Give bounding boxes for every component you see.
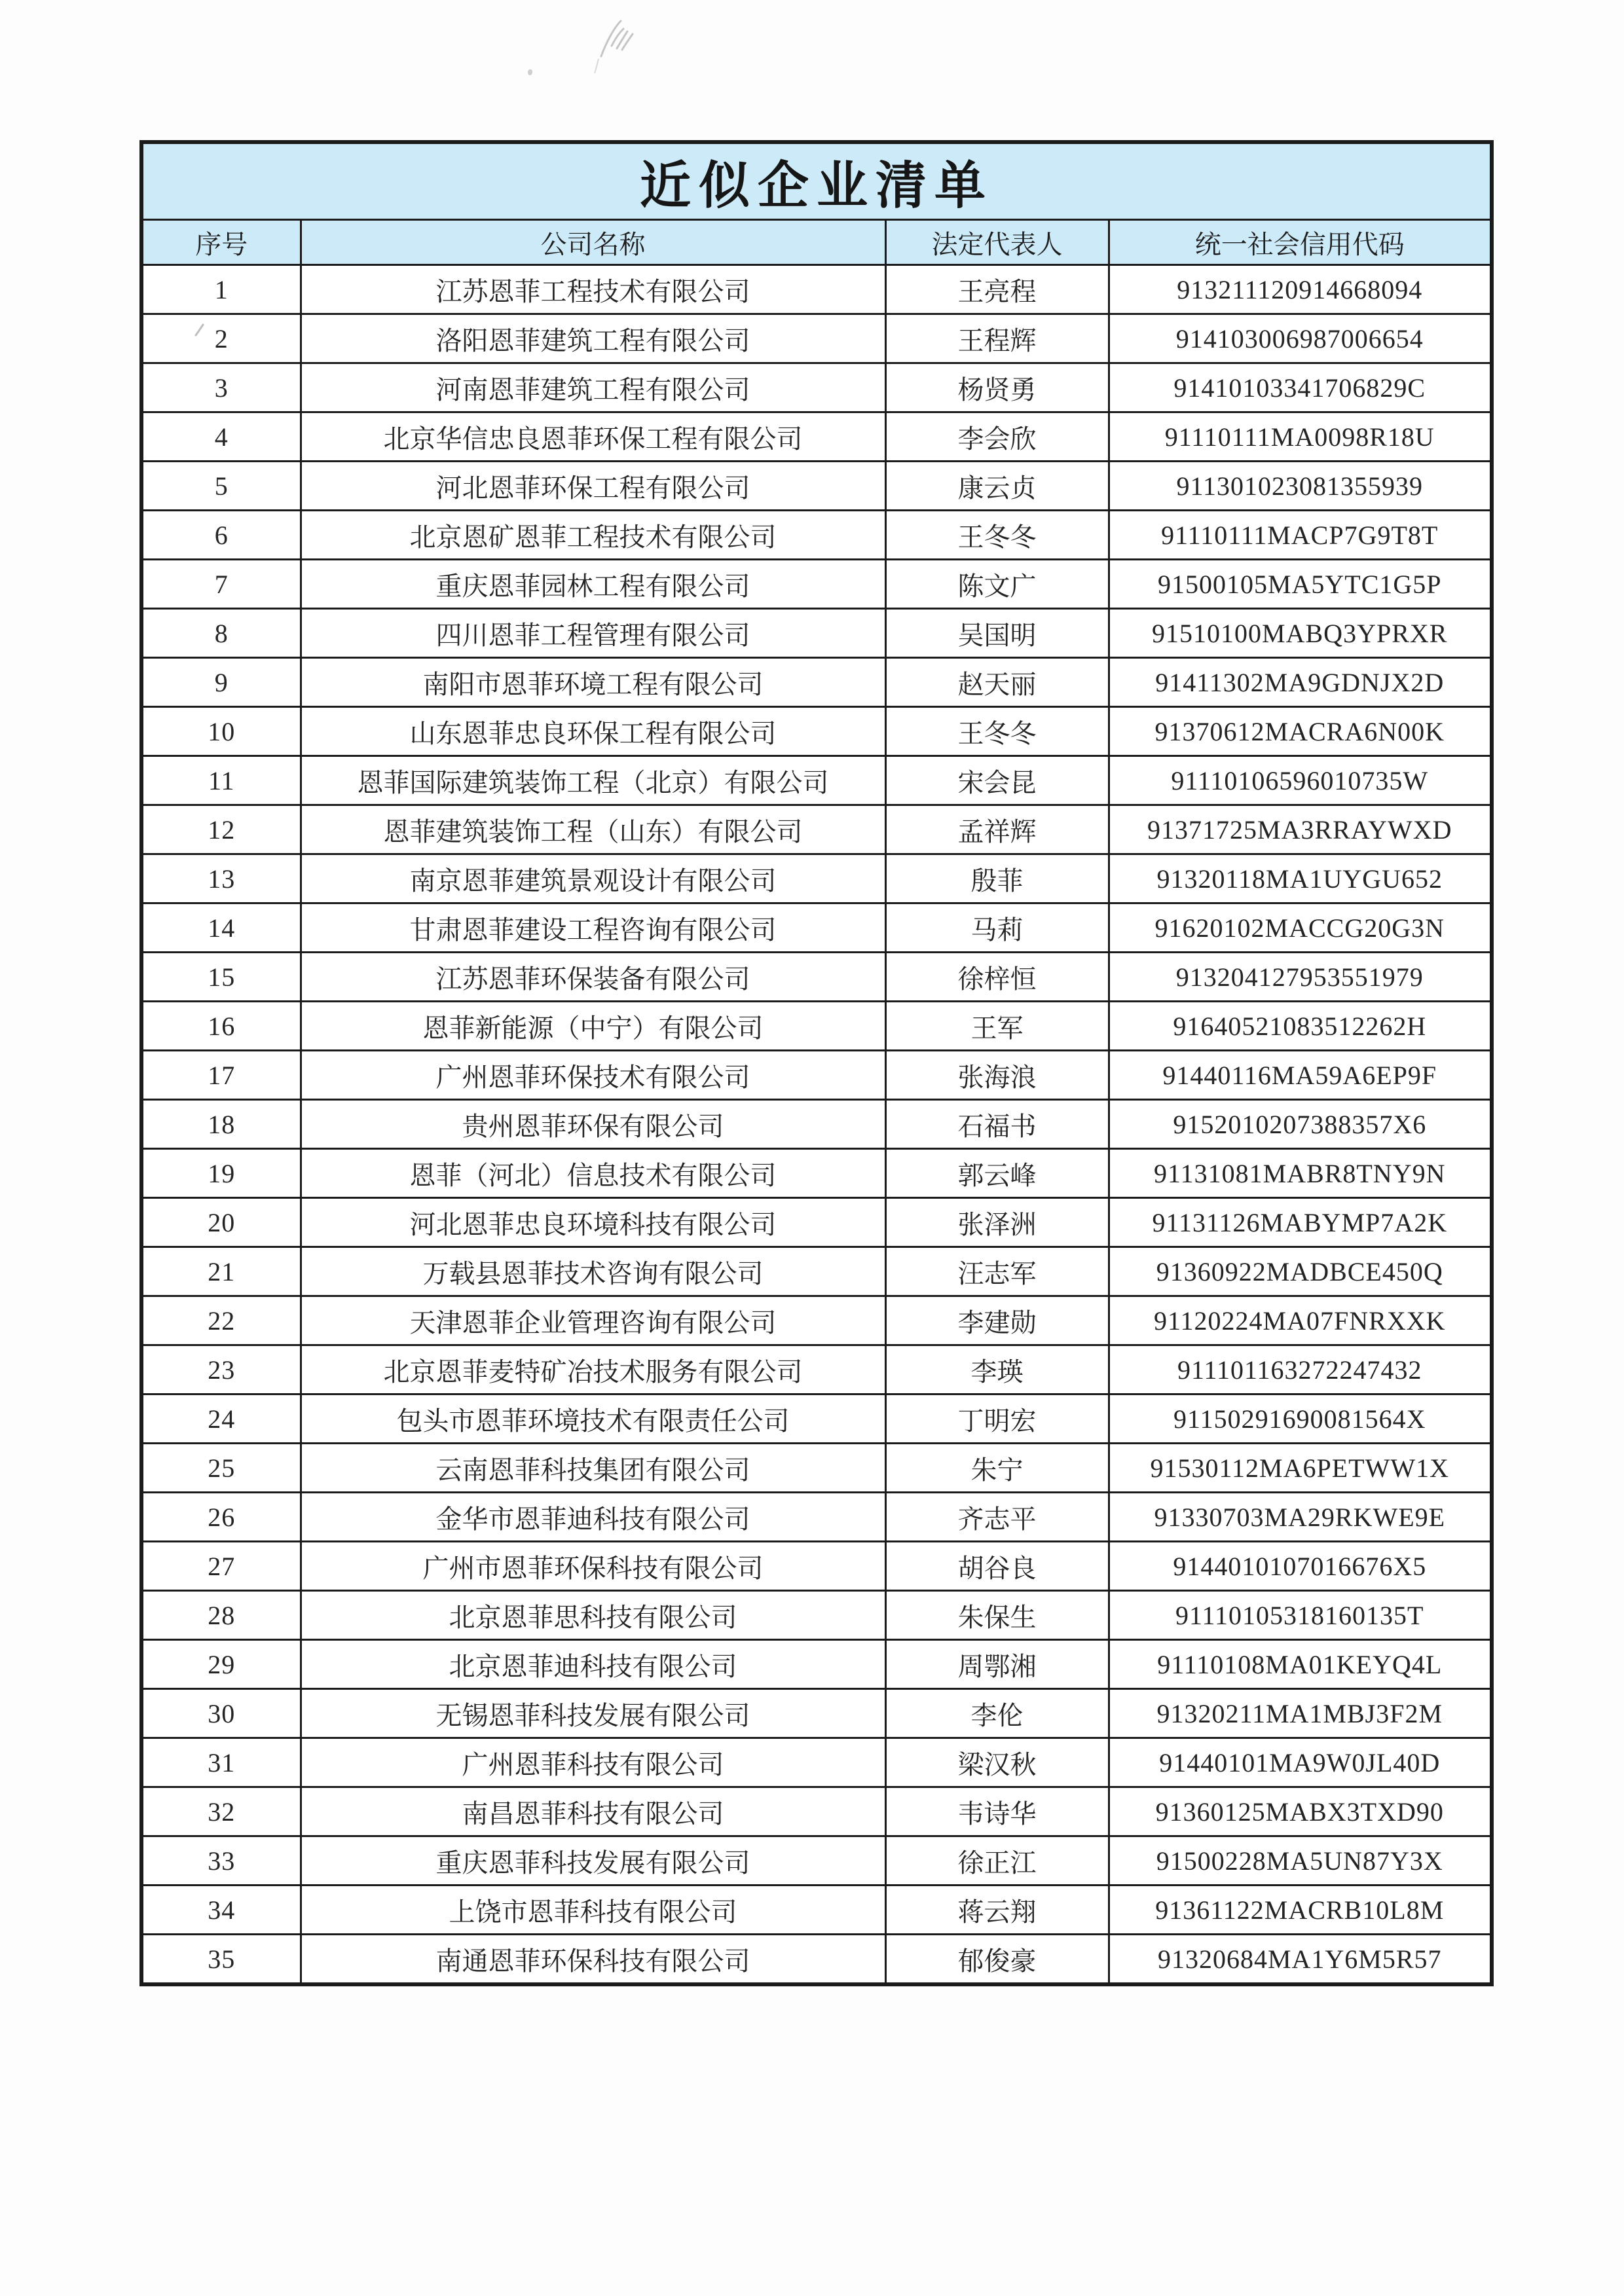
table-row [141,658,1492,707]
company-name-cell: 恩菲（河北）信息技术有限公司 [301,1149,885,1198]
credit-code-cell: 9152010207388357X6 [1109,1100,1492,1149]
legal-representative-cell: 齐志平 [885,1493,1109,1542]
table-row [141,903,1492,953]
company-name-cell: 广州市恩菲环保科技有限公司 [301,1542,885,1591]
credit-code-cell: 91131126MABYMP7A2K [1109,1198,1492,1247]
company-name-cell: 洛阳恩菲建筑工程有限公司 [301,314,885,363]
table-row [141,1542,1492,1591]
credit-code-cell: 91500228MA5UN87Y3X [1109,1836,1492,1886]
serial-number-cell: 12 [141,805,301,854]
company-name-cell: 北京恩菲麦特矿冶技术服务有限公司 [301,1345,885,1394]
credit-code-cell: 91110108MA01KEYQ4L [1109,1640,1492,1689]
company-name-cell: 无锡恩菲科技发展有限公司 [301,1689,885,1738]
credit-code-cell: 91330703MA29RKWE9E [1109,1493,1492,1542]
scan-artifact-speck [528,69,532,75]
legal-representative-cell: 胡谷良 [885,1542,1109,1591]
table-row [141,1198,1492,1247]
table-row [141,1591,1492,1640]
legal-representative-cell: 王亮程 [885,265,1109,314]
credit-code-cell: 91440116MA59A6EP9F [1109,1051,1492,1100]
company-name-cell: 重庆恩菲科技发展有限公司 [301,1836,885,1886]
table-row [141,1345,1492,1394]
table-row [141,756,1492,805]
serial-number-cell: 33 [141,1836,301,1886]
company-name-cell: 广州恩菲科技有限公司 [301,1738,885,1787]
company-name-cell: 江苏恩菲环保装备有限公司 [301,953,885,1002]
credit-code-cell: 91530112MA6PETWW1X [1109,1444,1492,1493]
table-row [141,707,1492,756]
legal-representative-cell: 郭云峰 [885,1149,1109,1198]
credit-code-cell: 91370612MACRA6N00K [1109,707,1492,756]
credit-code-cell: 913204127953551979 [1109,953,1492,1002]
serial-number-cell: 9 [141,658,301,707]
serial-number-cell: 22 [141,1296,301,1345]
serial-number-cell: 6 [141,511,301,560]
title-row [141,142,1492,220]
table-row [141,1002,1492,1051]
credit-code-cell: 91150291690081564X [1109,1394,1492,1444]
legal-representative-cell: 汪志军 [885,1247,1109,1296]
credit-code-cell: 91371725MA3RRAYWXD [1109,805,1492,854]
document-title: 近似企业清单 [141,142,1492,220]
serial-number-cell: 35 [141,1935,301,1985]
legal-representative-cell: 宋会昆 [885,756,1109,805]
serial-number-cell: 11 [141,756,301,805]
credit-code-cell: 91440101MA9W0JL40D [1109,1738,1492,1787]
company-name-cell: 广州恩菲环保技术有限公司 [301,1051,885,1100]
legal-representative-cell: 殷菲 [885,854,1109,903]
serial-number-cell: 17 [141,1051,301,1100]
serial-number-cell: 1 [141,265,301,314]
company-name-cell: 北京恩矿恩菲工程技术有限公司 [301,511,885,560]
company-name-cell: 南通恩菲环保科技有限公司 [301,1935,885,1985]
serial-number-cell: 24 [141,1394,301,1444]
table-row [141,412,1492,462]
company-name-cell: 南阳市恩菲环境工程有限公司 [301,658,885,707]
legal-representative-cell: 康云贞 [885,462,1109,511]
table-row [141,1640,1492,1689]
credit-code-cell: 91131081MABR8TNY9N [1109,1149,1492,1198]
legal-representative-cell: 韦诗华 [885,1787,1109,1836]
similar-companies-table [139,140,1494,1986]
col-header-company-name: 公司名称 [301,220,885,265]
legal-representative-cell: 周鄂湘 [885,1640,1109,1689]
table-row [141,1738,1492,1787]
company-name-cell: 河南恩菲建筑工程有限公司 [301,363,885,412]
credit-code-cell: 91620102MACCG20G3N [1109,903,1492,953]
serial-number-cell: 8 [141,609,301,658]
credit-code-cell: 91120224MA07FNRXXK [1109,1296,1492,1345]
table-row [141,560,1492,609]
legal-representative-cell: 朱宁 [885,1444,1109,1493]
company-name-cell: 河北恩菲忠良环境科技有限公司 [301,1198,885,1247]
company-name-cell: 南京恩菲建筑景观设计有限公司 [301,854,885,903]
legal-representative-cell: 张海浪 [885,1051,1109,1100]
legal-representative-cell: 王军 [885,1002,1109,1051]
serial-number-cell: 5 [141,462,301,511]
serial-number-cell: 27 [141,1542,301,1591]
serial-number-cell: 15 [141,953,301,1002]
credit-code-cell: 911101163272247432 [1109,1345,1492,1394]
credit-code-cell: 91110111MACP7G9T8T [1109,511,1492,560]
serial-number-cell: 30 [141,1689,301,1738]
credit-code-cell: 91411302MA9GDNJX2D [1109,658,1492,707]
company-name-cell: 南昌恩菲科技有限公司 [301,1787,885,1836]
table-row [141,1886,1492,1935]
col-header-credit-code: 统一社会信用代码 [1109,220,1492,265]
table-row [141,1051,1492,1100]
credit-code-cell: 91110111MA0098R18U [1109,412,1492,462]
company-name-cell: 万载县恩菲技术咨询有限公司 [301,1247,885,1296]
serial-number-cell: 26 [141,1493,301,1542]
serial-number-cell: 32 [141,1787,301,1836]
legal-representative-cell: 孟祥辉 [885,805,1109,854]
serial-number-cell: 25 [141,1444,301,1493]
col-header-legal-representative: 法定代表人 [885,220,1109,265]
table-row [141,1836,1492,1886]
serial-number-cell: 29 [141,1640,301,1689]
legal-representative-cell: 王冬冬 [885,707,1109,756]
legal-representative-cell: 郁俊豪 [885,1935,1109,1985]
scan-artifact-squiggle [583,16,655,78]
company-name-cell: 天津恩菲企业管理咨询有限公司 [301,1296,885,1345]
credit-code-cell: 91361122MACRB10L8M [1109,1886,1492,1935]
legal-representative-cell: 李建勋 [885,1296,1109,1345]
legal-representative-cell: 徐正江 [885,1836,1109,1886]
legal-representative-cell: 王冬冬 [885,511,1109,560]
legal-representative-cell: 吴国明 [885,609,1109,658]
company-name-cell: 山东恩菲忠良环保工程有限公司 [301,707,885,756]
table-row [141,1689,1492,1738]
credit-code-cell: 91640521083512262H [1109,1002,1492,1051]
table-row [141,1296,1492,1345]
serial-number-cell: 3 [141,363,301,412]
credit-code-cell: 913211120914668094 [1109,265,1492,314]
company-name-cell: 云南恩菲科技集团有限公司 [301,1444,885,1493]
table-row [141,1394,1492,1444]
serial-number-cell: 13 [141,854,301,903]
table-row [141,1935,1492,1985]
col-header-serial-number: 序号 [141,220,301,265]
serial-number-cell: 18 [141,1100,301,1149]
company-name-cell: 四川恩菲工程管理有限公司 [301,609,885,658]
table-row [141,609,1492,658]
company-name-cell: 北京恩菲思科技有限公司 [301,1591,885,1640]
company-name-cell: 河北恩菲环保工程有限公司 [301,462,885,511]
serial-number-cell: 31 [141,1738,301,1787]
company-name-cell: 包头市恩菲环境技术有限责任公司 [301,1394,885,1444]
table-row [141,953,1492,1002]
credit-code-cell: 91110105318160135T [1109,1591,1492,1640]
serial-number-cell: 34 [141,1886,301,1935]
credit-code-cell: 91320118MA1UYGU652 [1109,854,1492,903]
legal-representative-cell: 丁明宏 [885,1394,1109,1444]
table-row [141,314,1492,363]
company-name-cell: 贵州恩菲环保有限公司 [301,1100,885,1149]
credit-code-cell: 91500105MA5YTC1G5P [1109,560,1492,609]
company-name-cell: 北京华信忠良恩菲环保工程有限公司 [301,412,885,462]
table-row [141,462,1492,511]
serial-number-cell: 2 [141,314,301,363]
credit-code-cell: 91410103341706829C [1109,363,1492,412]
credit-code-cell: 91510100MABQ3YPRXR [1109,609,1492,658]
credit-code-cell: 911301023081355939 [1109,462,1492,511]
legal-representative-cell: 李会欣 [885,412,1109,462]
table-row [141,1247,1492,1296]
table-row [141,1149,1492,1198]
column-header-row [141,220,1492,265]
company-name-cell: 金华市恩菲迪科技有限公司 [301,1493,885,1542]
credit-code-cell: 9144010107016676X5 [1109,1542,1492,1591]
legal-representative-cell: 陈文广 [885,560,1109,609]
legal-representative-cell: 马莉 [885,903,1109,953]
credit-code-cell: 91320684MA1Y6M5R57 [1109,1935,1492,1985]
serial-number-cell: 28 [141,1591,301,1640]
serial-number-cell: 4 [141,412,301,462]
table-row [141,805,1492,854]
legal-representative-cell: 李伦 [885,1689,1109,1738]
table-row [141,1100,1492,1149]
credit-code-cell: 91360125MABX3TXD90 [1109,1787,1492,1836]
legal-representative-cell: 张泽洲 [885,1198,1109,1247]
serial-number-cell: 10 [141,707,301,756]
table-row [141,1787,1492,1836]
table-row [141,854,1492,903]
serial-number-cell: 19 [141,1149,301,1198]
credit-code-cell: 91320211MA1MBJ3F2M [1109,1689,1492,1738]
company-name-cell: 北京恩菲迪科技有限公司 [301,1640,885,1689]
table-row [141,1493,1492,1542]
credit-code-cell: 91360922MADBCE450Q [1109,1247,1492,1296]
serial-number-cell: 14 [141,903,301,953]
company-name-cell: 重庆恩菲园林工程有限公司 [301,560,885,609]
legal-representative-cell: 梁汉秋 [885,1738,1109,1787]
legal-representative-cell: 徐梓恒 [885,953,1109,1002]
serial-number-cell: 23 [141,1345,301,1394]
legal-representative-cell: 王程辉 [885,314,1109,363]
serial-number-cell: 16 [141,1002,301,1051]
legal-representative-cell: 赵天丽 [885,658,1109,707]
serial-number-cell: 20 [141,1198,301,1247]
company-name-cell: 甘肃恩菲建设工程咨询有限公司 [301,903,885,953]
credit-code-cell: 91110106596010735W [1109,756,1492,805]
serial-number-cell: 21 [141,1247,301,1296]
credit-code-cell: 914103006987006654 [1109,314,1492,363]
serial-number-cell: 7 [141,560,301,609]
company-name-cell: 恩菲建筑装饰工程（山东）有限公司 [301,805,885,854]
legal-representative-cell: 石福书 [885,1100,1109,1149]
legal-representative-cell: 李瑛 [885,1345,1109,1394]
table-row [141,1444,1492,1493]
legal-representative-cell: 蒋云翔 [885,1886,1109,1935]
table-row [141,265,1492,314]
company-name-cell: 恩菲国际建筑装饰工程（北京）有限公司 [301,756,885,805]
company-name-cell: 恩菲新能源（中宁）有限公司 [301,1002,885,1051]
legal-representative-cell: 杨贤勇 [885,363,1109,412]
company-name-cell: 上饶市恩菲科技有限公司 [301,1886,885,1935]
company-name-cell: 江苏恩菲工程技术有限公司 [301,265,885,314]
table-body [141,265,1492,1985]
legal-representative-cell: 朱保生 [885,1591,1109,1640]
table-row [141,363,1492,412]
table-row [141,511,1492,560]
